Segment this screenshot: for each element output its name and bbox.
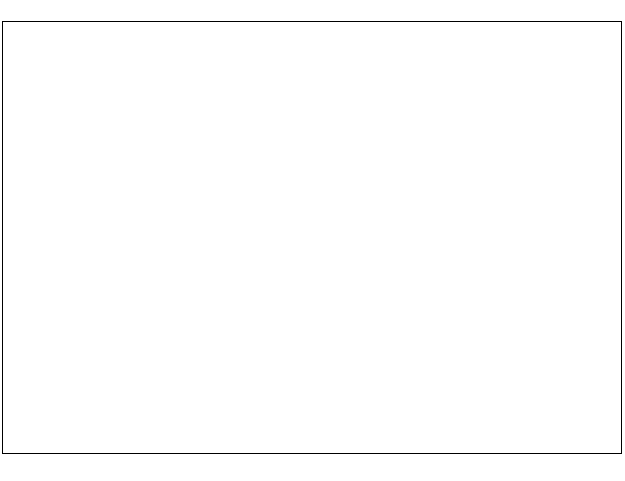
tax-table <box>2 21 622 454</box>
